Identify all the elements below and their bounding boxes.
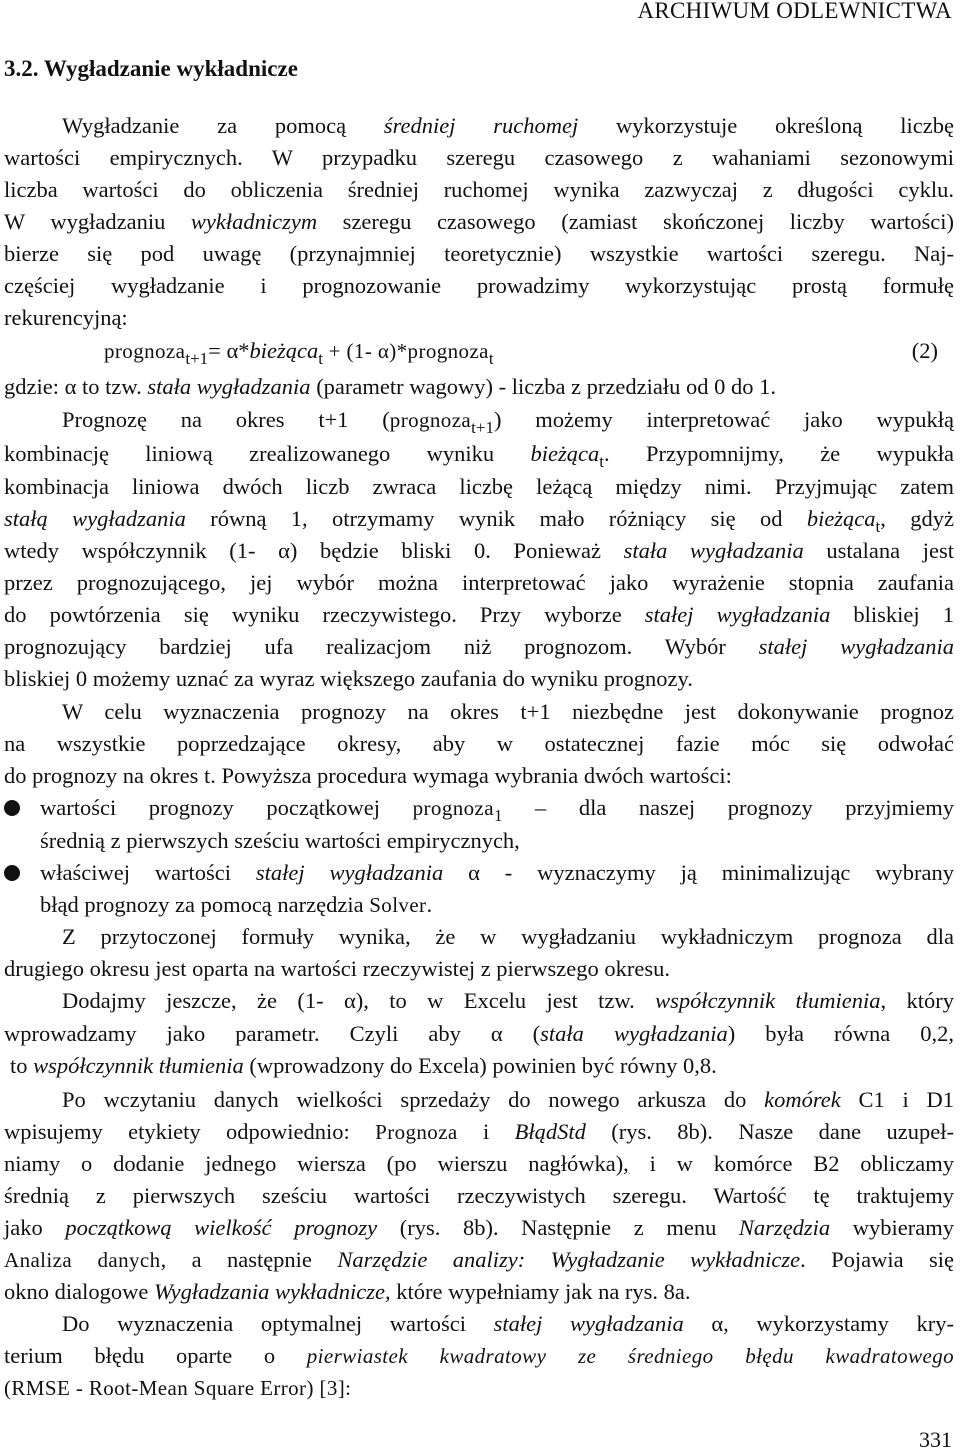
bullet-1-line-2: średnią z pierwszych sześciu wartości empirycznych, [40, 828, 520, 853]
p5-line-3: to współczynnik tłumienia (wprowadzony do Excela) powinien być równy 0,8. [10, 1053, 717, 1078]
p2-line-4: stałą wygładzania równą 1, otrzymamy wynik mało różniący się od bieżąca$_t$, gdyż [4, 506, 954, 536]
p2-line-6: przez prognozującego, jej wybór można interpretować jako wyrażenie stopnia zaufania [4, 570, 954, 595]
p6-line-4: średnią z pierwszych sześciu wartości rzeczywistych szeregu. Wartość tę traktujemy [4, 1183, 954, 1208]
p7-line-2: terium błędu oparte o pierwiastek kwadratowy ze średniego błędu kwadratowego [4, 1343, 954, 1368]
p4-line-1: Z przytoczonej formuły wynika, że w wygładzaniu wykładniczym prognoza dla [62, 924, 954, 949]
p2-line-1: Prognozę na okres t+1 (prognoza$_{t+1}$) możemy interpretować jako wypukłą [62, 407, 954, 437]
p2-line-8: prognozujący bardziej ufa realizacjom niż prognozom. Wybór stałej wygładzania [4, 634, 954, 659]
p1-line-7: rekurencyjną: [4, 305, 128, 330]
p2-line-5: wtedy współczynnik (1- α) będzie bliski 0. Ponieważ stała wygładzania ustalana jest [4, 538, 954, 563]
page-number: 331 [919, 1427, 952, 1452]
p1-line-2: wartości empirycznych. W przypadku szeregu czasowego z wahaniami sezonowymi [4, 145, 954, 170]
p1-line-4: W wygładzaniu wykładniczym szeregu czasowego (zamiast skończonej liczby wartości) [4, 209, 954, 234]
equation-number: (2) [911, 338, 938, 363]
p2-line-7: do powtórzenia się wyniku rzeczywistego. Przy wyborze stałej wygładzania bliskiej 1 [4, 602, 954, 627]
p1-line-3: liczba wartości do obliczenia średniej ruchomej wynika zazwyczaj z długości cyklu. [4, 177, 954, 202]
p7-line-1: Do wyznaczenia optymalnej wartości stałej wygładzania α, wykorzystamy kry- [62, 1311, 954, 1336]
formula-line: prognoza$_{t+1}$= α*bieżąca$_t$ + (1- α)*prognoza$_t$ (2) [104, 338, 938, 368]
p6-line-1: Po wczytaniu danych wielkości sprzedaży do nowego arkusza do komórek C1 i D1 [62, 1087, 954, 1112]
bullet-2-line-2: błąd prognozy za pomocą narzędzia Solver. [40, 892, 433, 917]
p2-line-2: kombinację liniową zrealizowanego wyniku bieżąca$_t$. Przypomnijmy, że wypukła [4, 441, 954, 471]
p3-line-3: do prognozy na okres t. Powyższa procedura wymaga wybrania dwóch wartości: [4, 763, 732, 788]
p2-line-3: kombinacja liniowa dwóch liczb zwraca liczbę leżącą między nimi. Przyjmując zatem [4, 474, 954, 499]
p6-line-3: niamy o dodanie jednego wiersza (po wierszu nagłówka), i w komórce B2 obliczamy [4, 1151, 954, 1176]
bullet-1-line-1: wartości prognozy początkowej prognoza$_1$ – dla naszej prognozy przyjmiemy [40, 795, 954, 825]
p6-line-2: wpisujemy etykiety odpowiednio: Prognoza i BłądStd (rys. 8b). Nasze dane uzupeł- [4, 1119, 954, 1144]
p6-line-5: jako początkową wielkość prognozy (rys. 8b). Następnie z menu Narzędzia wybieramy [4, 1215, 954, 1240]
p1-line-5: bierze się pod uwagę (przynajmniej teoretycznie) wszystkie wartości szeregu. Naj- [4, 241, 954, 266]
p5-line-2: wprowadzamy jako parametr. Czyli aby α (stała wygładzania) była równa 0,2, [4, 1021, 954, 1046]
p7-line-3: (RMSE - Root-Mean Square Error) [3]: [4, 1376, 352, 1400]
journal-header: ARCHIWUM ODLEWNICTWA [637, 0, 952, 23]
p3-line-1: W celu wyznaczenia prognozy na okres t+1 niezbędne jest dokonywanie prognoz [62, 699, 954, 724]
p3-line-2: na wszystkie poprzedzające okresy, aby w ostatecznej fazie móc się odwołać [4, 731, 954, 756]
section-title: 3.2. Wygładzanie wykładnicze [4, 56, 298, 81]
p6-line-6: Analiza danych, a następnie Narzędzie analizy: Wygładzanie wykładnicze. Pojawia się [4, 1247, 954, 1272]
p5-line-1: Dodajmy jeszcze, że (1- α), to w Excelu jest tzw. współczynnik tłumienia, który [62, 988, 954, 1013]
p1-line-1: Wygładzanie za pomocą średniej ruchomej wykorzystuje określoną liczbę [62, 113, 954, 138]
p2-line-9: bliskiej 0 możemy uznać za wyraz większego zaufania do wyniku prognozy. [4, 666, 693, 691]
bullet-icon [4, 858, 24, 888]
bullet-icon [4, 793, 24, 823]
p4-line-2: drugiego okresu jest oparta na wartości rzeczywistej z pierwszego okresu. [4, 956, 671, 981]
bullet-2-line-1: właściwej wartości stałej wygładzania α - wyznaczymy ją minimalizując wybrany [40, 860, 954, 885]
gdzie-line: gdzie: α to tzw. stała wygładzania (parametr wagowy) - liczba z przedziału od 0 do 1. [4, 374, 776, 399]
p6-line-7: okno dialogowe Wygładzania wykładnicze, które wypełniamy jak na rys. 8a. [4, 1279, 691, 1304]
p1-line-6: częściej wygładzanie i prognozowanie prowadzimy wykorzystując prostą formułę [4, 273, 954, 298]
